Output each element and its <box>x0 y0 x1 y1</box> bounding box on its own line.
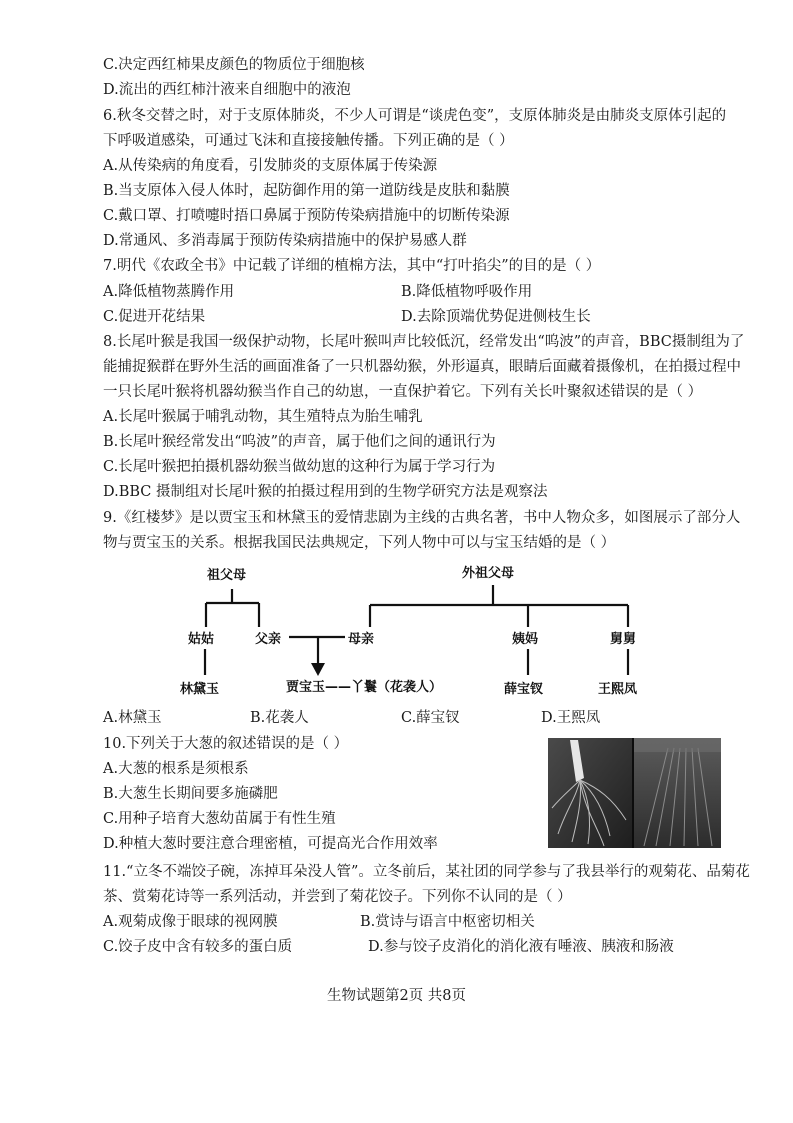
q11-option-b: B.赏诗与语言中枢密切相关 <box>360 914 535 930</box>
label-wang-xifeng: 王熙凤 <box>598 682 638 697</box>
q8-option-a: A.长尾叶猴属于哺乳动物，其生殖特点为胎生哺乳 <box>103 409 423 425</box>
label-father: 父亲 <box>255 632 282 647</box>
q6-option-b: B.当支原体入侵人体时，起防御作用的第一道防线是皮肤和黏膜 <box>103 183 510 199</box>
q10-option-a: A.大葱的根系是须根系 <box>103 761 249 777</box>
q8-stem-line1: 8.长尾叶猴是我国一级保护动物，长尾叶猴叫声比较低沉，经常发出“呜波”的声音，BBC摄制组为了 <box>103 334 745 350</box>
q11-option-c: C.饺子皮中含有较多的蛋白质 <box>103 939 293 955</box>
scallion-photo <box>548 738 721 848</box>
q8-option-b: B.长尾叶猴经常发出“呜波”的声音，属于他们之间的通讯行为 <box>103 434 496 450</box>
q9-option-a: A.林黛玉 <box>103 710 162 726</box>
q7-option-b: B.降低植物呼吸作用 <box>401 284 533 300</box>
label-xue-baochai: 薛宝钗 <box>504 682 544 697</box>
q6-option-c: C.戴口罩、打喷嚏时捂口鼻属于预防传染病措施中的切断传染源 <box>103 208 510 224</box>
label-grandparents: 祖父母 <box>207 568 247 583</box>
q5-option-d: D.流出的西红柿汁液来自细胞中的液泡 <box>103 82 351 98</box>
q11-stem-line2: 茶、赏菊花诗等一系列活动，并尝到了菊花饺子。下列你不认同的是（ ） <box>103 889 572 905</box>
label-aunt-paternal: 姑姑 <box>188 632 215 647</box>
label-aunt-maternal: 姨妈 <box>512 632 539 647</box>
q10-option-c: C.用种子培育大葱幼苗属于有性生殖 <box>103 811 336 827</box>
q9-option-b: B.花袭人 <box>250 710 309 726</box>
q11-option-a: A.观菊成像于眼球的视网膜 <box>103 914 278 930</box>
label-uncle: 舅舅 <box>610 632 637 647</box>
family-tree-diagram <box>0 555 793 705</box>
q9-option-c: C.薛宝钗 <box>401 710 460 726</box>
q11-stem-line1: 11.“立冬不端饺子碗，冻掉耳朵没人管”。立冬前后，某社团的同学参与了我县举行的观菊花、品菊花 <box>103 864 750 880</box>
q10-stem: 10.下列关于大葱的叙述错误的是（ ） <box>103 736 349 752</box>
q8-option-c: C.长尾叶猴把拍摄机器幼猴当做幼崽的这种行为属于学习行为 <box>103 459 496 475</box>
q6-stem-line2: 下呼吸道感染，可通过飞沫和直接接触传播。下列正确的是（ ） <box>103 133 514 149</box>
q5-option-c: C.决定西红柿果皮颜色的物质位于细胞核 <box>103 57 365 73</box>
q9-stem-line2: 物与贾宝玉的关系。根据我国民法典规定，下列人物中可以与宝玉结婚的是（ ） <box>103 535 616 551</box>
q7-option-a: A.降低植物蒸腾作用 <box>103 284 235 300</box>
q10-option-d: D.种植大葱时要注意合理密植，可提高光合作用效率 <box>103 836 438 852</box>
q10-option-b: B.大葱生长期间要多施磷肥 <box>103 786 278 802</box>
q9-stem-line1: 9.《红楼梦》是以贾宝玉和林黛玉的爱情悲剧为主线的古典名著，书中人物众多，如图展示了部分人 <box>103 510 741 526</box>
q7-stem: 7.明代《农政全书》中记载了详细的植棉方法，其中“打叶掐尖”的目的是（ ） <box>103 258 601 274</box>
scallion-photo-image <box>548 738 721 848</box>
q6-option-a: A.从传染病的角度看，引发肺炎的支原体属于传染源 <box>103 158 438 174</box>
q6-stem-line1: 6.秋冬交替之时，对于支原体肺炎，不少人可谓是“谈虎色变”，支原体肺炎是由肺炎支原体引起的 <box>103 108 727 124</box>
q8-option-d: D.BBC 摄制组对长尾叶猴的拍摄过程用到的生物学研究方法是观察法 <box>103 484 548 500</box>
q9-option-d: D.王熙凤 <box>541 710 601 726</box>
arrow-down-icon <box>311 663 325 676</box>
label-jia-baoyu: 贾宝玉——丫鬟（花袭人） <box>286 680 443 695</box>
q11-option-d: D.参与饺子皮消化的消化液有唾液、胰液和肠液 <box>368 939 674 955</box>
q7-option-d: D.去除顶端优势促进侧枝生长 <box>401 309 591 325</box>
label-lin-daiyu: 林黛玉 <box>180 682 220 697</box>
q7-option-c: C.促进开花结果 <box>103 309 206 325</box>
q8-stem-line2: 能捕捉猴群在野外生活的画面准备了一只机器幼猴，外形逼真，眼睛后面藏着摄像机，在拍摄过程中 <box>103 359 741 375</box>
label-maternal-grandparents: 外祖父母 <box>462 566 515 581</box>
label-mother: 母亲 <box>348 632 375 647</box>
page-footer: 生物试题第2页 共8页 <box>326 988 467 1004</box>
q8-stem-line3: 一只长尾叶猴将机器幼猴当作自己的幼崽，一直保护着它。下列有关长叶聚叙述错误的是（ ） <box>103 384 703 400</box>
q6-option-d: D.常通风、多消毒属于预防传染病措施中的保护易感人群 <box>103 233 467 249</box>
